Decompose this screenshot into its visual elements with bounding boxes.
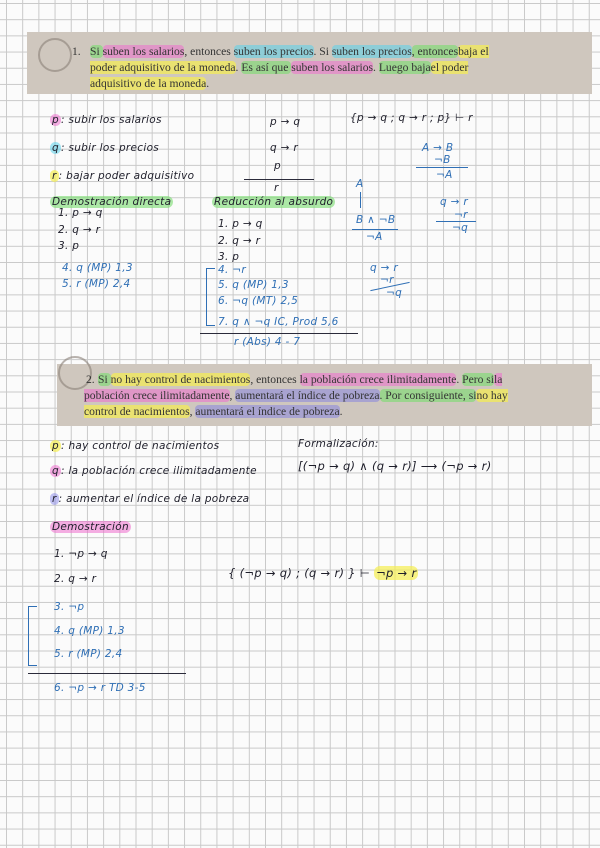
problem2-segment: , [189,405,196,418]
def-q-text: : subir los precios [60,142,160,154]
demo2-bracket [28,606,37,666]
premise-1: p → q [270,116,301,128]
problem-2-number: 2. [86,373,95,386]
conclusion: r [274,182,279,194]
problem1-segment: suben los salarios [102,45,185,58]
letter-r: r [52,170,57,182]
problem2-segment: Si [98,373,111,386]
side-not-r-2: ¬r [380,274,394,286]
def-p2-text: : hay control de nacimientos [60,440,220,452]
problem2-segment: , [229,389,236,402]
direct-line-1: 1. p → q [58,207,103,219]
absurd-line-2: 2. q → r [218,235,261,247]
absurd-line-3: 3. p [218,251,240,263]
problem2-segment: . [339,405,343,418]
problem1-segment: Si [90,45,103,58]
demo-title [50,521,131,533]
def-p-2 [50,440,219,452]
absurd-proof-title [212,196,335,208]
argument-set-2-right: ¬p → r [376,566,417,580]
def-r-text: : bajar poder adquisitivo [58,170,195,182]
problem2-segment: la población crece ilimitadamente [84,373,503,402]
problem1-segment: , entonces [411,45,459,58]
side-not-q-1: ¬q [452,222,469,234]
problem1-segment: , entonces [184,45,234,58]
problem2-segment: no hay control de nacimientos [110,373,251,386]
direct-title-text: Demostración directa [52,196,172,208]
side-q-imp-2: q → r [370,262,398,274]
letter-r-2: r [52,493,57,505]
direct-line-3: 3. p [58,240,80,252]
absurd-conclusion: r (Abs) 4 - 7 [234,336,301,348]
problem-2-statement [84,372,534,420]
problem1-segment: . Si [313,45,332,58]
def-r-1 [50,170,194,182]
problem1-segment: suben los salarios [291,61,374,74]
abs-rule-line [352,229,398,230]
problem1-segment: Es así que [241,61,292,74]
absurd-line-6: 6. ¬q (MT) 2,5 [218,295,299,307]
problem-1-number: 1. [72,45,81,58]
problem2-segment: . [456,373,463,386]
problem-1-statement [90,44,500,92]
problem1-segment: . [373,61,379,74]
abs-rule-result: ¬A [366,231,383,243]
direct-line-2: 2. q → r [58,224,101,236]
argument-set: {p → q ; q → r ; p} ⊢ r [350,112,473,124]
demo2-line-1: 1. ¬p → q [54,548,108,560]
demo2-line-6: 6. ¬p → r TD 3-5 [54,682,146,694]
demo2-line-3: 3. ¬p [54,601,85,613]
letter-p-2: p [52,440,59,452]
abs-rule-dots [360,192,361,208]
absurd-line-4: 4. ¬r [218,264,246,276]
def-p-1 [50,114,162,126]
mt-rule-negation: ¬B [434,154,451,166]
problem2-segment: aumentará el índice de pobreza [235,389,380,402]
demo-title-text: Demostración [52,521,129,533]
demo2-line-2: 2. q → r [54,573,97,585]
problem2-segment: . Por consiguiente, si [379,389,477,402]
problem2-segment: , entonces [250,373,300,386]
letter-q-2: q [52,465,59,477]
demo2-line-4: 4. q (MP) 1,3 [54,625,125,637]
mt-rule-premise: A → B [422,142,454,154]
demo2-line-5: 5. r (MP) 2,4 [54,648,123,660]
absurd-title-text: Reducción al absurdo [214,196,334,208]
premise-2: q → r [270,142,298,154]
problem1-segment: . [206,77,210,90]
side-q-imp-1: q → r [440,196,468,208]
argument-set-2 [228,566,418,580]
premise-3: p [274,160,281,172]
side-not-r-1: ¬r [454,209,468,221]
def-q-2 [50,465,257,477]
problem1-segment: Luego baja [378,61,431,74]
problem1-segment: suben los precios [233,45,314,58]
problem2-segment: la población crece ilimitadamente [299,373,457,386]
direct-line-5: 5. r (MP) 2,4 [62,278,131,290]
absurd-line-7: 7. q ∧ ¬q IC, Prod 5,6 [218,316,339,328]
def-q2-text: : la población crece ilimitadamente [60,465,257,477]
absurd-bracket [206,268,215,326]
problem2-segment: no hay control de nacimientos [84,389,508,418]
absurd-conclusion-line [200,333,358,334]
argument-line [244,179,314,180]
def-q-1 [50,142,159,154]
circle-scribble-1 [38,38,72,72]
formalization-label: Formalización: [298,438,379,450]
problem2-segment: aumentará el índice de pobreza [195,405,340,418]
direct-line-4: 4. q (MP) 1,3 [62,262,133,274]
def-p-text: : subir los salarios [60,114,162,126]
side-not-q-2: ¬q [386,287,403,299]
def-r2-text: : aumentar el índice de la pobreza [58,493,250,505]
mt-rule-line [416,167,468,168]
problem1-segment: suben los precios [331,45,412,58]
demo2-conclusion-line [28,673,186,674]
letter-p: p [52,114,59,126]
abs-rule-contradiction: B ∧ ¬B [356,214,396,226]
def-r-2 [50,493,249,505]
abs-rule-a: A [356,178,364,190]
absurd-line-5: 5. q (MP) 1,3 [218,279,289,291]
absurd-line-1: 1. p → q [218,218,263,230]
mt-rule-result: ¬A [436,169,453,181]
problem1-segment: baja el poder adquisitivo de la moneda [90,45,489,74]
problem1-segment: . [235,61,242,74]
problem1-segment: el poder adquisitivo de la moneda [90,61,469,90]
problem2-segment: Pero si [462,373,495,386]
argument-set-2-left: { (¬p → q) ; (q → r) } ⊢ [228,566,375,580]
letter-q: q [52,142,59,154]
formalization: [(¬p → q) ∧ (q → r)] ⟶ (¬p → r) [298,459,492,473]
